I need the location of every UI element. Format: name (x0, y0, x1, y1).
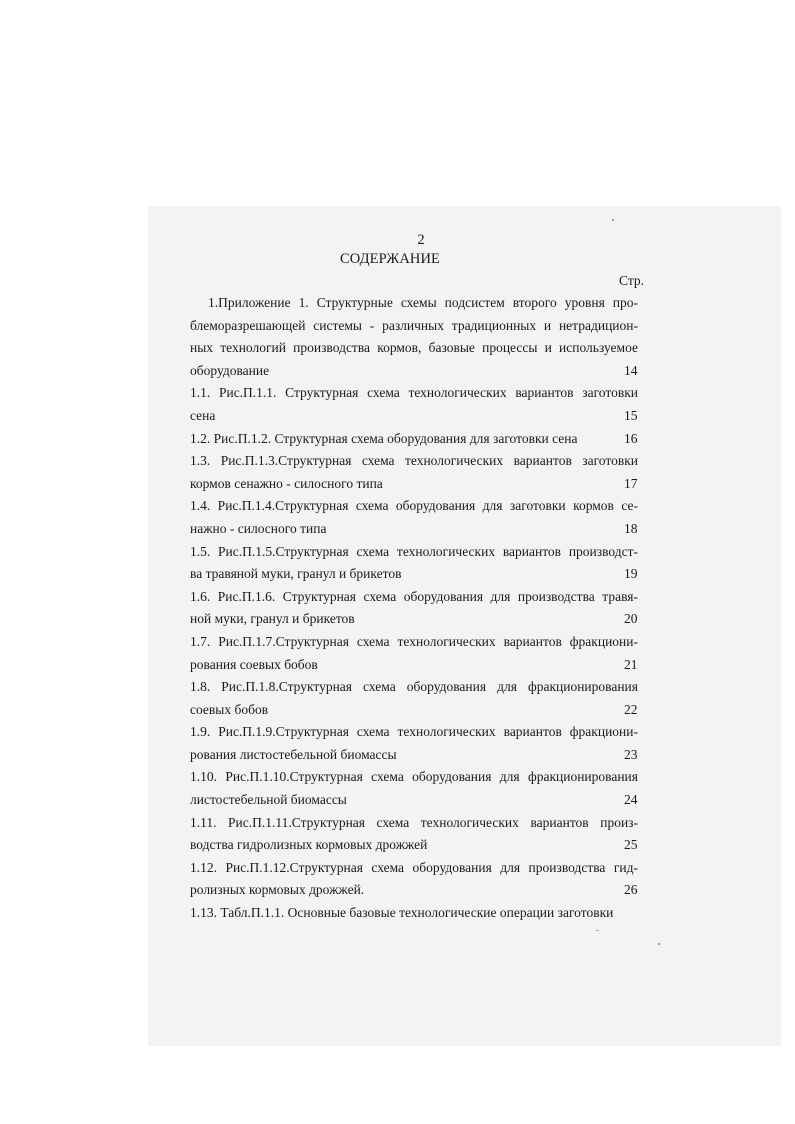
toc-entry-page: 17 (624, 475, 638, 491)
toc-entry (190, 812, 638, 857)
toc-entry-line: рования листостебельной биомассы (190, 746, 397, 762)
toc-entry (190, 450, 638, 495)
toc-entry-line: 1.2. Рис.П.1.2. Структурная схема оборудования для заготовки сена (190, 430, 578, 446)
toc-entry-line: блеморазрешающей системы - различных традиционных и нетрадицион- (190, 317, 638, 333)
toc-entry-line: оборудование (190, 362, 270, 378)
toc-entry-line: 1.10. Рис.П.1.10.Структурная схема оборудования для фракционирования (190, 769, 638, 785)
toc-entry (190, 586, 638, 631)
toc-entry-line: соевых бобов (190, 701, 269, 717)
toc-entry-line: 1.1. Рис.П.1.1. Структурная схема технологических вариантов заготовки (190, 385, 638, 401)
toc-entry (190, 676, 638, 721)
toc-entry (190, 382, 638, 427)
toc-entry-page: 20 (624, 611, 638, 627)
toc-entry-page: 14 (624, 362, 638, 378)
toc-entry (190, 292, 638, 382)
toc-entry (190, 428, 638, 451)
page-column-header: Стр. (619, 273, 645, 288)
toc-entry-line: ва травяной муки, гранул и брикетов (190, 566, 402, 582)
toc-entry-line: 1.5. Рис.П.1.5.Структурная схема технологических вариантов производст- (190, 543, 638, 559)
toc-entry-line: 1.11. Рис.П.1.11.Структурная схема технологических вариантов произ- (190, 814, 638, 830)
table-of-contents (190, 292, 638, 925)
toc-entry-line: рования соевых бобов (190, 656, 318, 672)
toc-entry-page: 23 (624, 746, 638, 762)
toc-entry-line: 1.6. Рис.П.1.6. Структурная схема оборудования для производства травя- (190, 588, 638, 604)
page-number: 2 (417, 232, 425, 248)
toc-entry (190, 495, 638, 540)
toc-entry-line: 1.7. Рис.П.1.7.Структурная схема технологических вариантов фракциони- (190, 633, 638, 649)
toc-entry-line: ной муки, гранул и брикетов (190, 611, 355, 627)
toc-entry-page: 15 (624, 407, 638, 423)
toc-entry-line: 1.13. Табл.П.1.1. Основные базовые технологические операции заготовки (190, 905, 614, 921)
toc-entry-line: 1.3. Рис.П.1.3.Структурная схема технологических вариантов заготовки (190, 453, 638, 469)
toc-entry-page: 18 (624, 520, 638, 536)
toc-entry-line: 1.4. Рис.П.1.4.Структурная схема оборудования для заготовки кормов се- (190, 498, 638, 514)
toc-entry-page: 25 (624, 837, 638, 853)
toc-entry (190, 766, 638, 811)
toc-entry-page: 21 (624, 656, 638, 672)
toc-entry-page: 26 (624, 882, 638, 898)
toc-entry-line: 1.8. Рис.П.1.8.Структурная схема оборудования для фракционирования (190, 679, 638, 695)
scan-speck (612, 219, 614, 221)
toc-entry (190, 541, 638, 586)
toc-entry-line: нажно - силосного типа (190, 520, 327, 536)
toc-entry-line: водства гидролизных кормовых дрожжей (190, 837, 428, 853)
document-title: СОДЕРЖАНИЕ (340, 251, 440, 267)
toc-entry-line: 1.9. Рис.П.1.9.Структурная схема технологических вариантов фракциони- (190, 724, 638, 740)
scan-speck (596, 930, 599, 931)
toc-entry (190, 631, 638, 676)
toc-entry-line: листостебельной биомассы (190, 792, 347, 808)
toc-entry (190, 857, 638, 902)
toc-entry-line: ных технологий производства кормов, базовые процессы и используемое (190, 340, 638, 356)
toc-entry (190, 902, 638, 925)
toc-entry (190, 721, 638, 766)
toc-entry-page: 24 (624, 792, 638, 808)
scan-speck (658, 943, 660, 945)
toc-entry-line: 1.Приложение 1. Структурные схемы подсистем второго уровня про- (208, 295, 638, 310)
toc-entry-page: 22 (624, 701, 638, 717)
toc-entry-line: кормов сенажно - силосного типа (190, 475, 383, 491)
toc-entry-page: 19 (624, 566, 638, 582)
toc-entry-line: ролизных кормовых дрожжей. (190, 882, 365, 898)
toc-entry-line: сена (190, 407, 216, 423)
toc-entry-page: 16 (624, 430, 638, 446)
toc-entry-line: 1.12. Рис.П.1.12.Структурная схема оборудования для производства гид- (190, 859, 638, 875)
